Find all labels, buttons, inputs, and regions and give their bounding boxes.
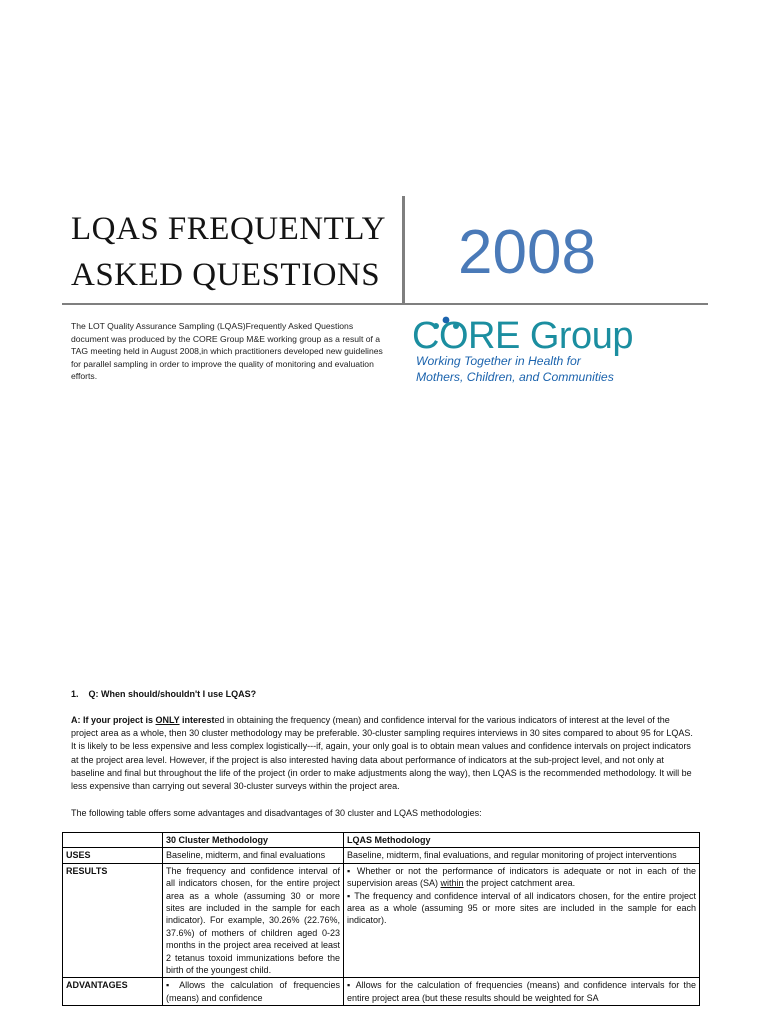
logo-wordmark: CORE Group xyxy=(412,315,633,357)
question-heading xyxy=(71,689,256,699)
table-header-row xyxy=(63,833,700,848)
title-line-1: LQAS FREQUENTLY xyxy=(71,211,386,247)
row-label-uses: USES xyxy=(63,848,163,863)
table-row xyxy=(63,978,700,1006)
answer-paragraph xyxy=(71,714,698,793)
logo-tagline-1: Working Together in Health for xyxy=(416,354,581,368)
document-year: 2008 xyxy=(458,218,596,287)
intro-paragraph: The LOT Quality Assurance Sampling (LQAS)Frequently Asked Questions document was produced by the CORE Group M&E working group as a result of a TAG meeting held in August 2008,in which practitioners developed new guidelines for parallel sampling in order to improve the quality of monitoring and evaluation efforts. xyxy=(71,321,383,382)
answer-body: ed in obtaining the frequency (mean) and confidence interval for the various indicators of interest at the level of the project area as a whole, then 30 cluster methodology may be preferable. 30-cluster sampling requires interviews in 30 sites compared to about 95 for LQAS. It is likely to be less expensive and less complex logistically---if, again, your only goal is to obtain mean values and confidence intervals on project indicators at the project area level. However, if the project is also interested having data about performance of indicators at the sub-project level, and not only at baseline and final but throughout the life of the project (in order to make adjustments along the way), then LQAS is the recommended methodology. It will be less expensive than carrying out several 30-cluster surveys within the project area. xyxy=(71,715,693,792)
answer-only-emphasis: ONLY xyxy=(155,715,180,725)
table-header-30-cluster: 30 Cluster Methodology xyxy=(163,833,344,848)
advantages-lqas: ▪ Allows for the calculation of frequencies (means) and confidence intervals for the entire project area (but these results should be weighted for SA xyxy=(344,978,700,1006)
advantages-30-cluster: ▪ Allows the calculation of frequencies (means) and confidence xyxy=(163,978,344,1006)
answer-lead-2: interest xyxy=(179,715,215,725)
document-title xyxy=(71,206,386,298)
results-lqas-point-2: ▪ The frequency and confidence interval of all indicators chosen, for the entire project area as a whole (assuming 95 or more sites are included in the sample for each indicator). xyxy=(347,890,696,926)
question-number: 1. xyxy=(71,689,79,699)
within-emphasis: within xyxy=(440,878,464,889)
uses-30-cluster: Baseline, midterm, and final evaluations xyxy=(163,848,344,863)
core-group-logo xyxy=(412,312,648,392)
table-header-lqas: LQAS Methodology xyxy=(344,833,700,848)
title-divider-vertical xyxy=(402,196,405,304)
results-30-cluster: The frequency and confidence interval of all indicators chosen, for the entire project area as a whole (assuming 30 or more sites are included in the sample for each indicator). For example, 30.26% (22.76%, 37.6%) of mothers of children aged 0-23 months in the project area received at least 2 tetanus toxoid immunizations before the birth of the youngest child. xyxy=(163,863,344,978)
question-text: Q: When should/shouldn't I use LQAS? xyxy=(88,689,257,699)
logo-tagline-2: Mothers, Children, and Communities xyxy=(416,370,614,384)
row-label-advantages: ADVANTAGES xyxy=(63,978,163,1006)
table-row xyxy=(63,863,700,978)
table-intro: The following table offers some advantages and disadvantages of 30 cluster and LQAS methodologies: xyxy=(71,808,482,818)
title-divider-horizontal xyxy=(62,303,708,305)
row-label-results: RESULTS xyxy=(63,863,163,978)
comparison-table xyxy=(62,832,700,1006)
answer-lead-1: A: If your project is xyxy=(71,715,156,725)
results-lqas xyxy=(344,863,700,978)
title-line-2: ASKED QUESTIONS xyxy=(71,257,381,293)
uses-lqas: Baseline, midterm, final evaluations, and regular monitoring of project interventions xyxy=(344,848,700,863)
table-header-blank xyxy=(63,833,163,848)
results-lqas-point-1: ▪ Whether or not the performance of indicators is adequate or not in each of the supervision areas (SA) within the project catchment area. xyxy=(347,865,696,889)
table-row xyxy=(63,848,700,863)
